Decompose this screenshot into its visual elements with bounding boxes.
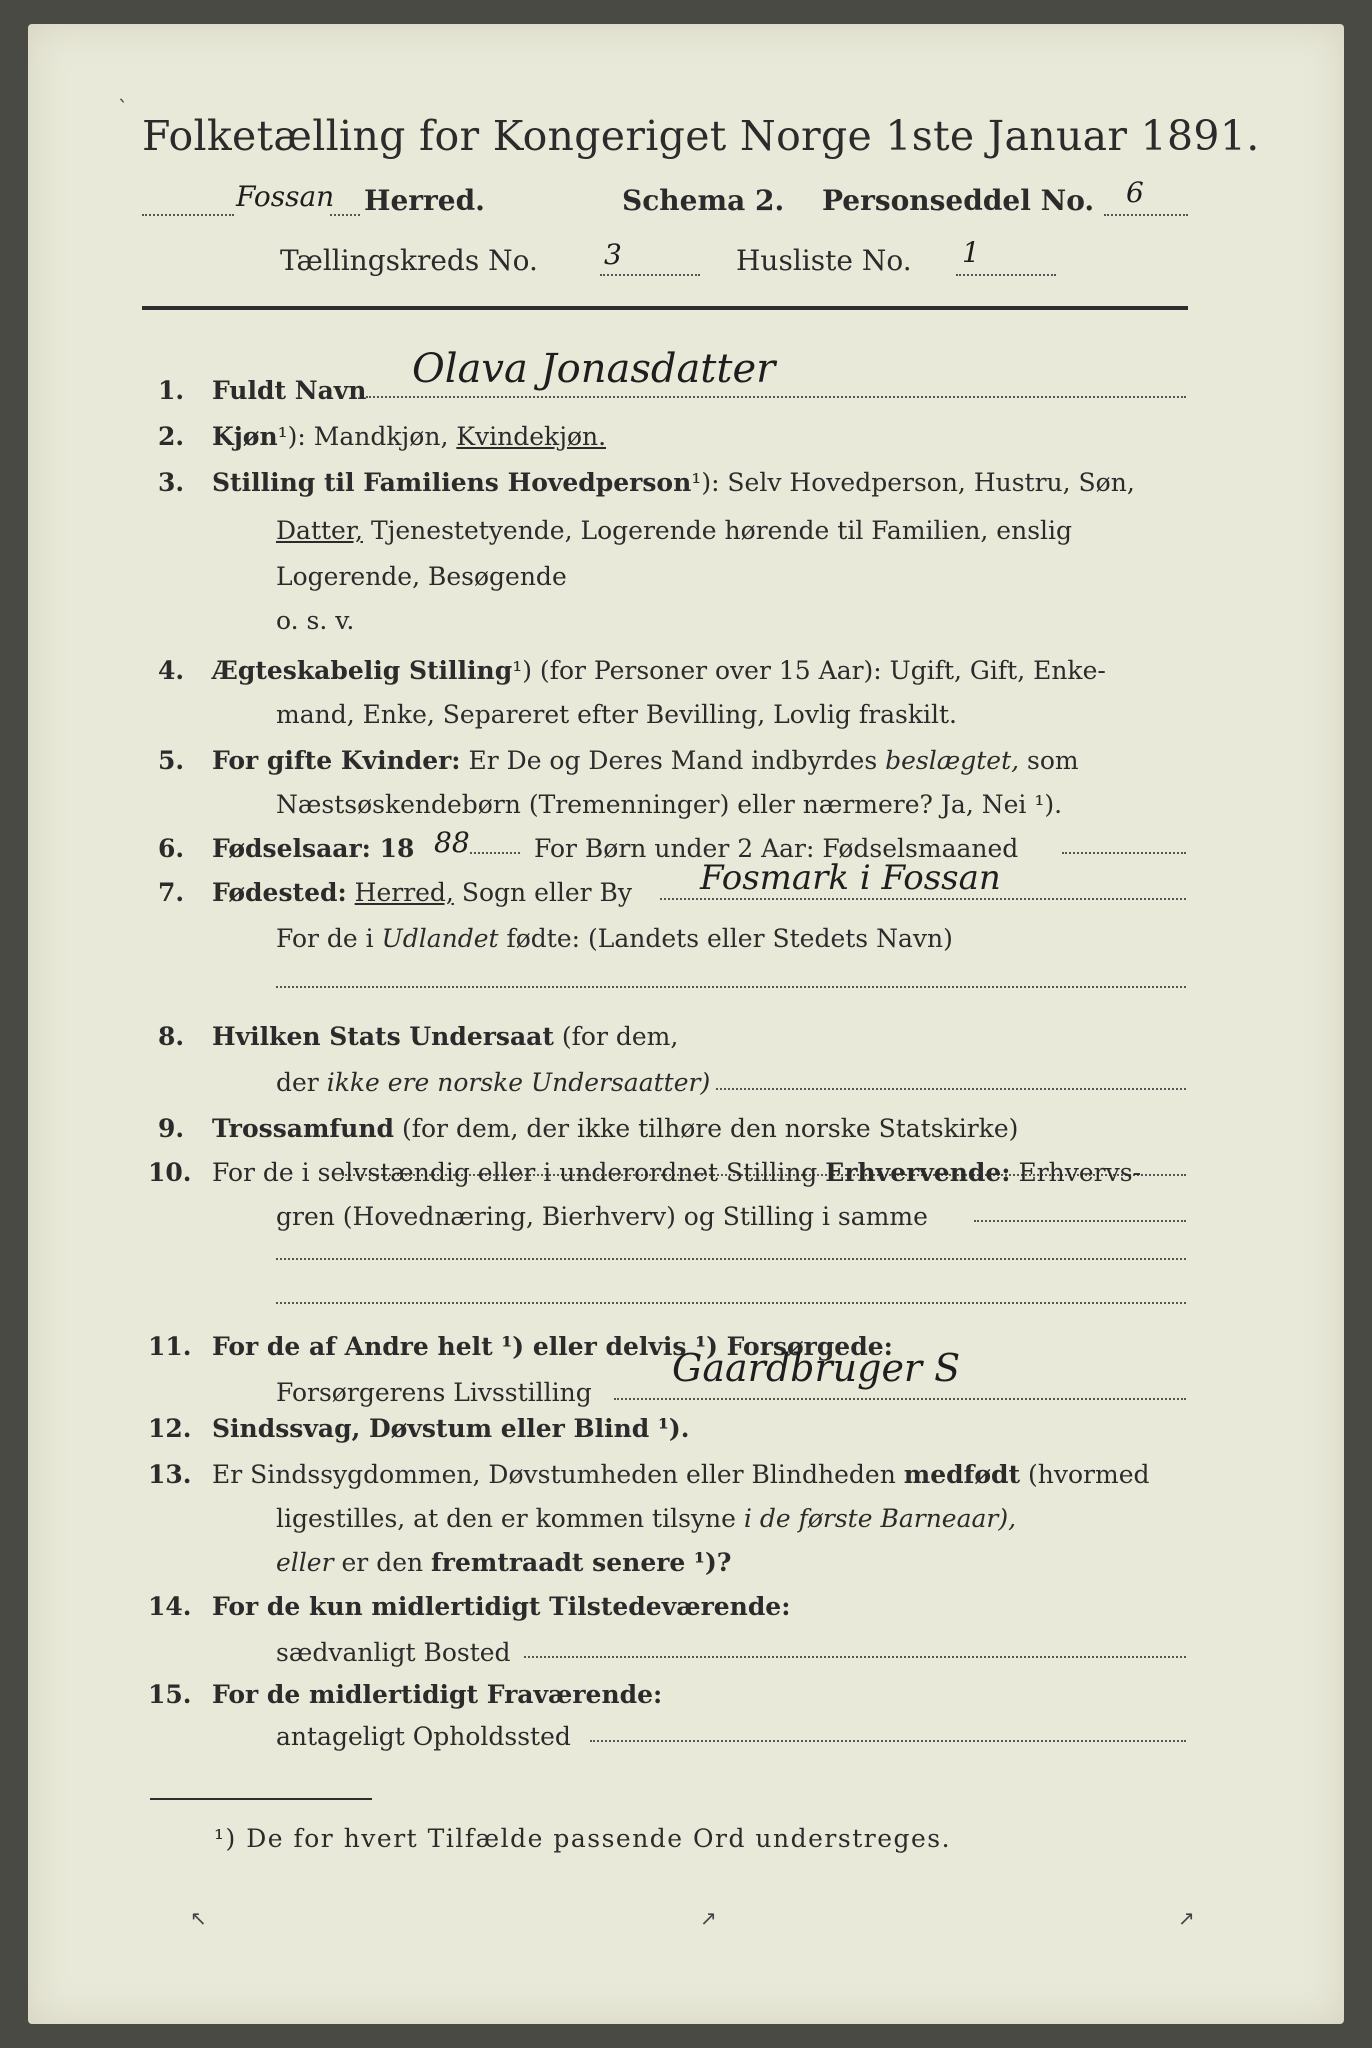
q4-line1 [212,656,1106,685]
q5-line1b: beslægtet, [885,746,1020,775]
q13-line2a: ligestilles, at den er kommen tilsyne [276,1504,736,1533]
q13-number: 13. [148,1460,192,1489]
q15-line2: antageligt Opholdssted [276,1722,571,1751]
q11-dotline [614,1398,1186,1400]
q7-line2c: fødte: (Landets eller Stedets Navn) [506,924,953,953]
q2-label: Kjøn [212,422,278,451]
q14-dotline [524,1656,1186,1658]
q3-line3: Logerende, Besøgende [276,562,567,591]
header-rule [142,306,1188,310]
q3-line1 [212,468,1135,497]
q13-line3a: eller [276,1548,334,1577]
q10-line2: gren (Hovednæring, Bierhverv) og Stilling i samme [276,1202,928,1231]
footnote-rule [150,1798,372,1800]
q11-provider-value: Gaardbruger S [672,1346,961,1390]
q7-label: Fødested: [212,878,347,907]
kreds-value: 3 [604,238,622,271]
q3-line2 [276,516,1072,545]
kreds-label: Tællingskreds No. [280,244,538,277]
q10-line1b: Erhvervende: [825,1158,1011,1187]
q13-line3 [276,1548,731,1577]
q7-line1 [212,878,632,907]
q4-line2: mand, Enke, Separeret efter Bevilling, Lovlig fraskilt. [276,700,957,729]
q15-dotline [590,1740,1186,1742]
q14-number: 14. [148,1592,192,1621]
q12-number: 12. [148,1414,192,1443]
q8-label: Hvilken Stats Undersaat [212,1022,554,1051]
q7-choice: Herred, [354,878,454,907]
q5-label: For gifte Kvinder: [212,746,461,775]
q10-line1c: Erhvervs- [1018,1158,1142,1187]
form-title: Folketælling for Kongeriget Norge 1ste Januar 1891. [142,112,1260,160]
q7-line2a: For de i [276,924,374,953]
q8-dotline [716,1088,1186,1090]
q8-line1-text: (for dem, [561,1022,679,1051]
q7-dotline [660,898,1186,900]
q10-dotline-3 [276,1302,1186,1304]
schema-label: Schema 2. [622,184,785,217]
q8-line1 [212,1022,678,1051]
q2-number: 2. [158,422,185,451]
q10-number: 10. [148,1158,192,1187]
q7-number: 7. [158,878,185,907]
q3-choice: Datter, [276,516,363,545]
q4-label: Ægteskabelig Stilling [212,656,513,685]
kreds-dotline [600,274,700,276]
herred-value: Fossan [236,180,335,213]
q5-line1a: Er De og Deres Mand indbyrdes [468,746,878,775]
q11-line2: Forsørgerens Livsstilling [276,1378,592,1407]
q10-dotline [974,1220,1186,1222]
q13-line1c: (hvormed [1028,1460,1150,1489]
q1-name-value: Olava Jonasdatter [412,346,776,392]
q2-rest: ): Mandkjøn, [287,422,449,451]
herred-label: Herred. [364,184,485,217]
herred-dotline-2 [330,214,360,216]
footnote: ¹) De for hvert Tilfælde passende Ord understreges. [214,1824,952,1853]
q13-line3c: fremtraadt senere ¹)? [431,1548,732,1577]
stray-mark: ↖ [190,1906,207,1930]
q6-year-dotline [470,852,520,854]
q1-dotline [366,396,1186,398]
q7-line2 [276,924,953,953]
q6-month-dotline [1062,852,1186,854]
husliste-value: 1 [962,236,980,269]
q4-number: 4. [158,656,185,685]
q9-label: Trossamfund [212,1114,395,1143]
husliste-label: Husliste No. [736,244,912,277]
q2-line [212,422,606,451]
q6-label: Fødselsaar: 18 [212,834,415,863]
q3-label: Stilling til Familiens Hovedperson [212,468,692,497]
q6-number: 6. [158,834,185,863]
q3-line4: o. s. v. [276,606,355,635]
q3-line2-text: Tjenestetyende, Logerende hørende til Familien, enslig [370,516,1073,545]
q8-line2b: ikke ere norske Undersaatter) [326,1068,711,1097]
q4-line1-text: ) (for Personer over 15 Aar): Ugift, Gift, Enke- [522,656,1106,685]
q12-label: Sindssvag, Døvstum eller Blind ¹). [212,1414,690,1443]
q9-line1 [212,1114,1018,1143]
q8-line2 [276,1068,710,1097]
q11-number: 11. [148,1332,192,1361]
q7-line2b: Udlandet [381,924,499,953]
q14-line1: For de kun midlertidigt Tilstedeværende: [212,1592,791,1621]
q8-number: 8. [158,1022,185,1051]
q13-line3b: er den [341,1548,424,1577]
q5-line2: Næstsøskendebørn (Tremenninger) eller nærmere? Ja, Nei ¹). [276,790,1063,819]
q9-rest: (for dem, der ikke tilhøre den norske Statskirke) [401,1114,1019,1143]
q11-line1: For de af Andre helt ¹) eller delvis ¹) Forsørgede: [212,1332,893,1361]
q8-line2a: der [276,1068,319,1097]
q10-dotline-2 [276,1258,1186,1260]
q1-number: 1. [158,376,185,405]
q5-line1 [212,746,1079,775]
personseddel-dotline [1104,214,1188,216]
q10-line1 [212,1158,1141,1187]
q3-sup: ¹ [691,468,702,497]
q13-line1 [212,1460,1150,1489]
q10-line1a: For de i selvstændig eller i underordnet Stilling [212,1158,818,1187]
q6-rest: For Børn under 2 Aar: Fødselsmaaned [534,834,1019,863]
q14-line2: sædvanligt Bosted [276,1638,511,1667]
q13-line2b: i de første Barneaar), [743,1504,1017,1533]
q3-number: 3. [158,468,185,497]
personseddel-label: Personseddel No. [822,184,1095,217]
personseddel-value: 6 [1126,176,1144,209]
q2-sup: ¹ [277,422,288,451]
stray-mark: ↗ [1178,1906,1195,1930]
husliste-dotline [956,274,1056,276]
q3-line1-text: ): Selv Hovedperson, Hustru, Søn, [701,468,1135,497]
q7-rest: Sogn eller By [461,878,633,907]
q15-line1: For de midlertidigt Fraværende: [212,1680,663,1709]
q2-choice: Kvindekjøn. [456,422,607,451]
q5-line1c: som [1027,746,1079,775]
q5-number: 5. [158,746,185,775]
q6-year-value: 88 [434,826,470,859]
stray-mark: ` [118,96,128,120]
q7-birthplace-value: Fosmark i Fossan [700,858,1001,898]
q15-number: 15. [148,1680,192,1709]
q9-number: 9. [158,1114,185,1143]
herred-dotline [142,214,234,216]
q13-line1a: Er Sindssygdommen, Døvstumheden eller Blindheden [212,1460,896,1489]
stray-mark: ↗ [700,1906,717,1930]
q1-label: Fuldt Navn [212,376,367,405]
q13-line2 [276,1504,1016,1533]
q4-sup: ¹ [512,656,523,685]
q13-line1b: medfødt [903,1460,1021,1489]
q7-foreign-dotline [276,986,1186,988]
